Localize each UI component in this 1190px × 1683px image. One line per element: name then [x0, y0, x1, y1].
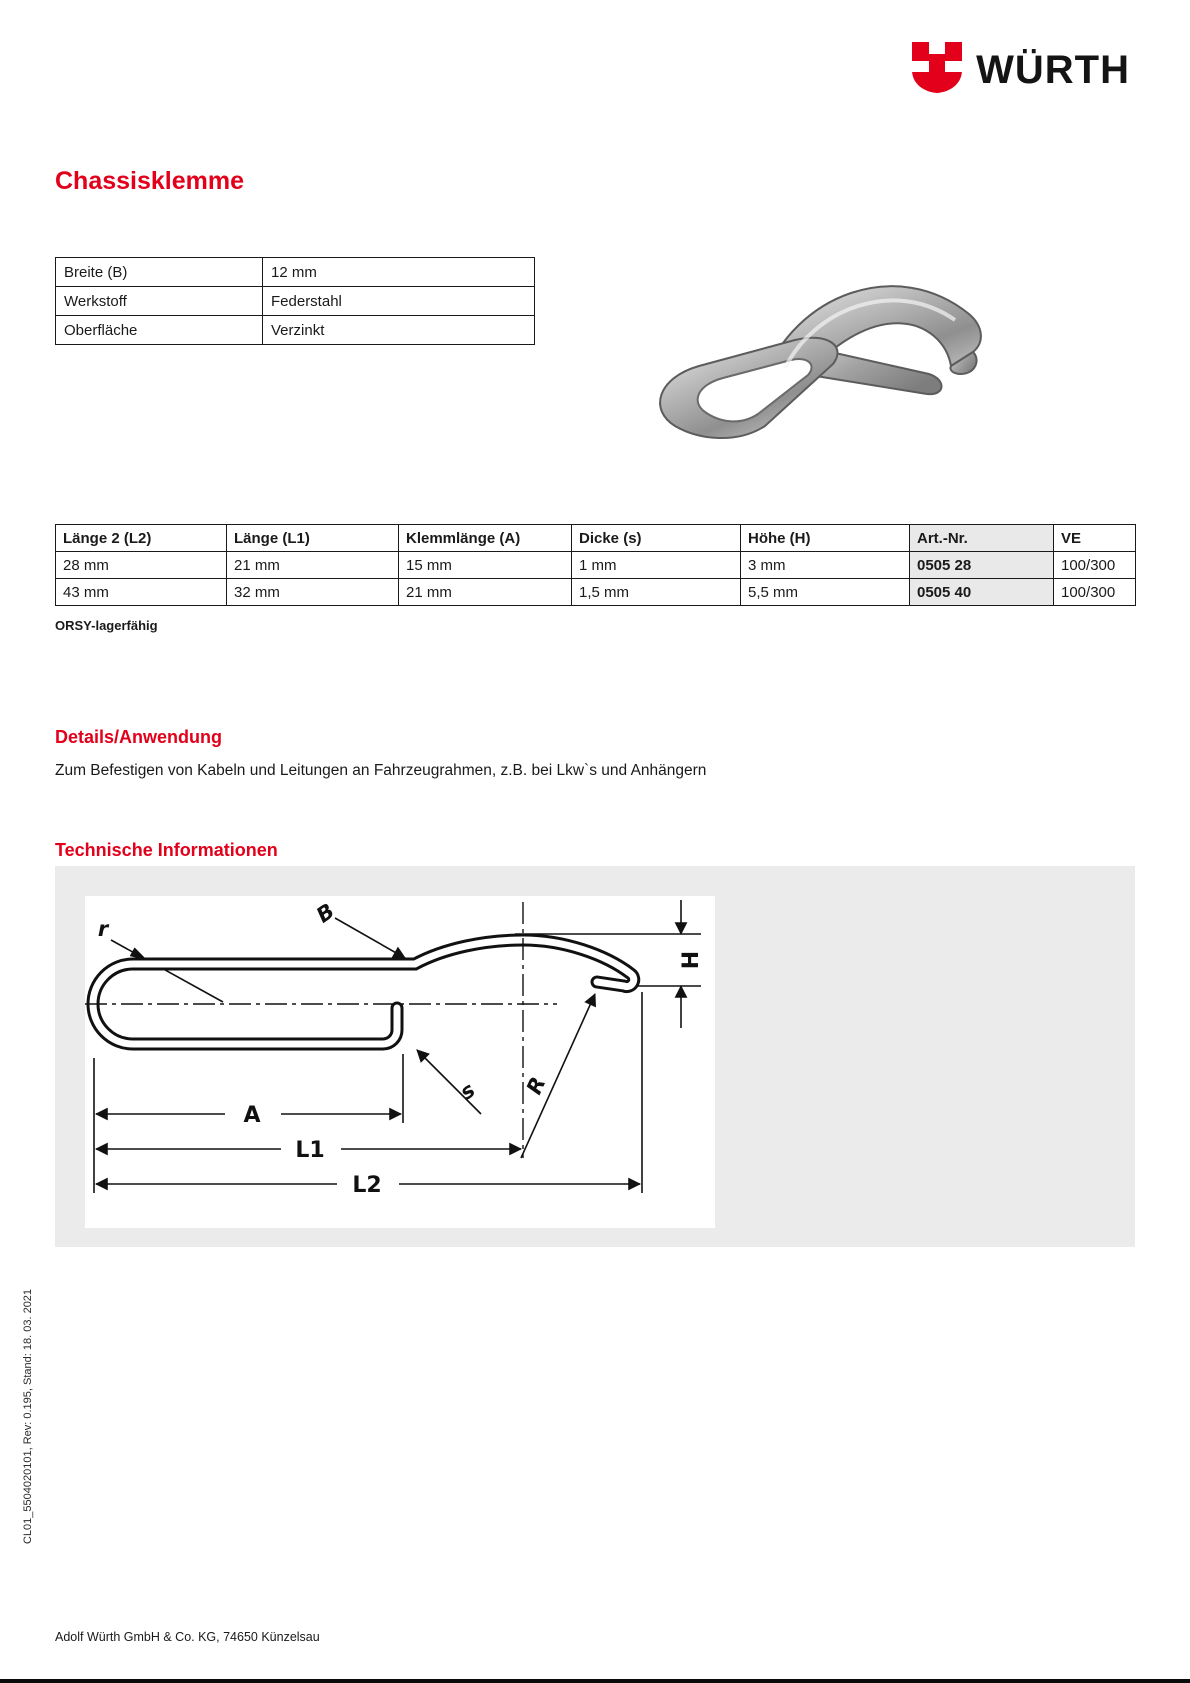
cell: 28 mm — [56, 552, 227, 579]
cell-artnr: 0505 40 — [910, 579, 1054, 606]
cell: 15 mm — [399, 552, 572, 579]
dim-label-a: A — [243, 1103, 261, 1128]
cell: 21 mm — [227, 552, 399, 579]
dim-label-s: s — [455, 1077, 480, 1105]
dim-label-r: r — [97, 917, 109, 941]
page-title: Chassisklemme — [55, 167, 245, 195]
dim-label-h: H — [679, 950, 704, 970]
cell: 1,5 mm — [572, 579, 741, 606]
cell: 32 mm — [227, 579, 399, 606]
cell: 1 mm — [572, 552, 741, 579]
column-header: Dicke (s) — [572, 525, 741, 552]
cell-artnr: 0505 28 — [910, 552, 1054, 579]
column-header: Höhe (H) — [741, 525, 910, 552]
cell: 5,5 mm — [741, 579, 910, 606]
product-table — [55, 524, 1136, 606]
spec-value: Verzinkt — [263, 316, 535, 345]
table-row — [56, 316, 535, 345]
cell: 3 mm — [741, 552, 910, 579]
technical-heading: Technische Informationen — [55, 840, 278, 860]
column-header-artnr: Art.-Nr. — [910, 525, 1054, 552]
spec-label: Breite (B) — [56, 258, 263, 287]
cell: 43 mm — [56, 579, 227, 606]
table-header-row — [56, 525, 1136, 552]
cell: 21 mm — [399, 579, 572, 606]
spec-value: 12 mm — [263, 258, 535, 287]
spec-value: Federstahl — [263, 287, 535, 316]
spec-table — [55, 257, 535, 345]
table-row — [56, 258, 535, 287]
cell: 100/300 — [1054, 552, 1136, 579]
dim-label-l1: L1 — [295, 1138, 325, 1163]
wuerth-logo-text: WÜRTH — [976, 47, 1130, 92]
footer-address: Adolf Würth GmbH & Co. KG, 74650 Künzelsau — [55, 1630, 320, 1644]
table-row — [56, 287, 535, 316]
details-text: Zum Befestigen von Kabeln und Leitungen an Fahrzeugrahmen, z.B. bei Lkw`s und Anhängern — [55, 762, 707, 779]
column-header: Länge 2 (L2) — [56, 525, 227, 552]
spec-label: Oberfläche — [56, 316, 263, 345]
table-row — [56, 579, 1136, 606]
technical-drawing — [85, 896, 715, 1228]
dim-label-l2: L2 — [352, 1173, 382, 1198]
document-revision-note: CL01_5504020101, Rev: 0.195, Stand: 18. 03. 2021 — [22, 1288, 34, 1544]
column-header: Klemmlänge (A) — [399, 525, 572, 552]
cell: 100/300 — [1054, 579, 1136, 606]
product-photo — [645, 228, 1005, 478]
details-heading: Details/Anwendung — [55, 727, 223, 747]
spec-label: Werkstoff — [56, 287, 263, 316]
column-header: Länge (L1) — [227, 525, 399, 552]
table-row — [56, 552, 1136, 579]
page-bottom-rule — [0, 1679, 1190, 1683]
technical-info-box — [55, 866, 1135, 1247]
column-header: VE — [1054, 525, 1136, 552]
wuerth-logo — [910, 40, 1130, 99]
dim-label-rr: R — [521, 1073, 551, 1098]
dim-label-b: B — [311, 898, 339, 928]
wuerth-shield-icon — [910, 40, 964, 99]
orsy-note: ORSY-lagerfähig — [55, 618, 158, 633]
